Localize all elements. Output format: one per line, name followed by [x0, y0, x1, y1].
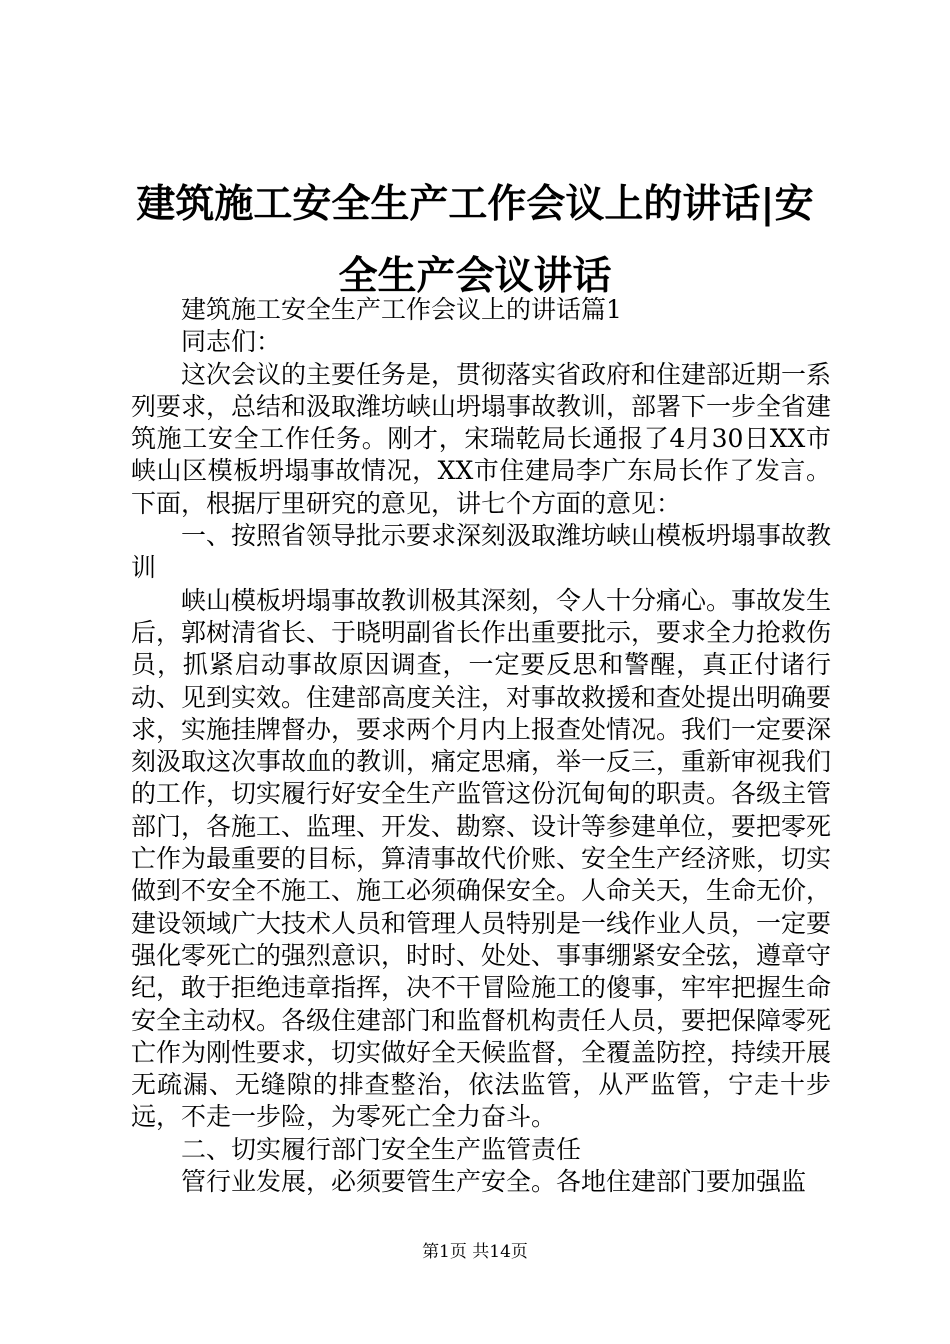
- paragraph: 这次会议的主要任务是，贯彻落实省政府和住建部近期一系列要求，总结和汲取潍坊峡山坍塌事故教训，部署下一步全省建筑施工安全工作任务。刚才，宋瑞乾局长通报了4月30日XX市峡山区模板坍塌事故情况，XX市住建局李广东局长作了发言。下面，根据厅里研究的意见，讲七个方面的意见：: [131, 359, 832, 518]
- section-heading: 二、切实履行部门安全生产监管责任: [181, 1134, 582, 1164]
- document-body: [131, 294, 831, 1198]
- document-title: 建筑施工安全生产工作会议上的讲话|安全生产会议讲话: [136, 181, 814, 299]
- paragraph-heading: 建筑施工安全生产工作会议上的讲话篇1: [181, 295, 622, 324]
- paragraph: 管行业发展，必须要管生产安全。各地住建部门要加强监: [181, 1167, 807, 1197]
- paragraph-salutation: 同志们：: [181, 327, 282, 357]
- page-number: 第1页 共14页: [422, 1242, 528, 1262]
- paragraph: 峡山模板坍塌事故教训极其深刻，令人十分痛心。事故发生后，郭树清省长、于晓明副省长作出重要批示，要求全力抢救伤员，抓紧启动事故原因调查，一定要反思和警醒，真正付诸行动、见到实效。住建部高度关注，对事故救援和查处提出明确要求，实施挂牌督办，要求两个月内上报查处情况。我们一定要深刻汲取这次事故血的教训，痛定思痛，举一反三，重新审视我们的工作，切实履行好安全生产监管这份沉甸甸的职责。各级主管部门，各施工、监理、开发、勘察、设计等参建单位，要把零死亡作为最重要的目标，算清事故代价账、安全生产经济账，切实做到不安全不施工、施工必须确保安全。人命关天，生命无价，建设领域广大技术人员和管理人员特别是一线作业人员，一定要强化零死亡的强烈意识，时时、处处、事事绷紧安全弦，遵章守纪，敢于拒绝违章指挥，决不干冒险施工的傻事，牢牢把握生命安全主动权。各级住建部门和监督机构责任人员，要把保障零死亡作为刚性要求，切实做好全天候监督，全覆盖防控，持续开展无疏漏、无缝隙的排查整治，依法监管，从严监管，宁走十步远，不走一步险，为零死亡全力奋斗。: [131, 585, 832, 1132]
- section-heading: 一、按照省领导批示要求深刻汲取潍坊峡山模板坍塌事故教训: [131, 521, 832, 583]
